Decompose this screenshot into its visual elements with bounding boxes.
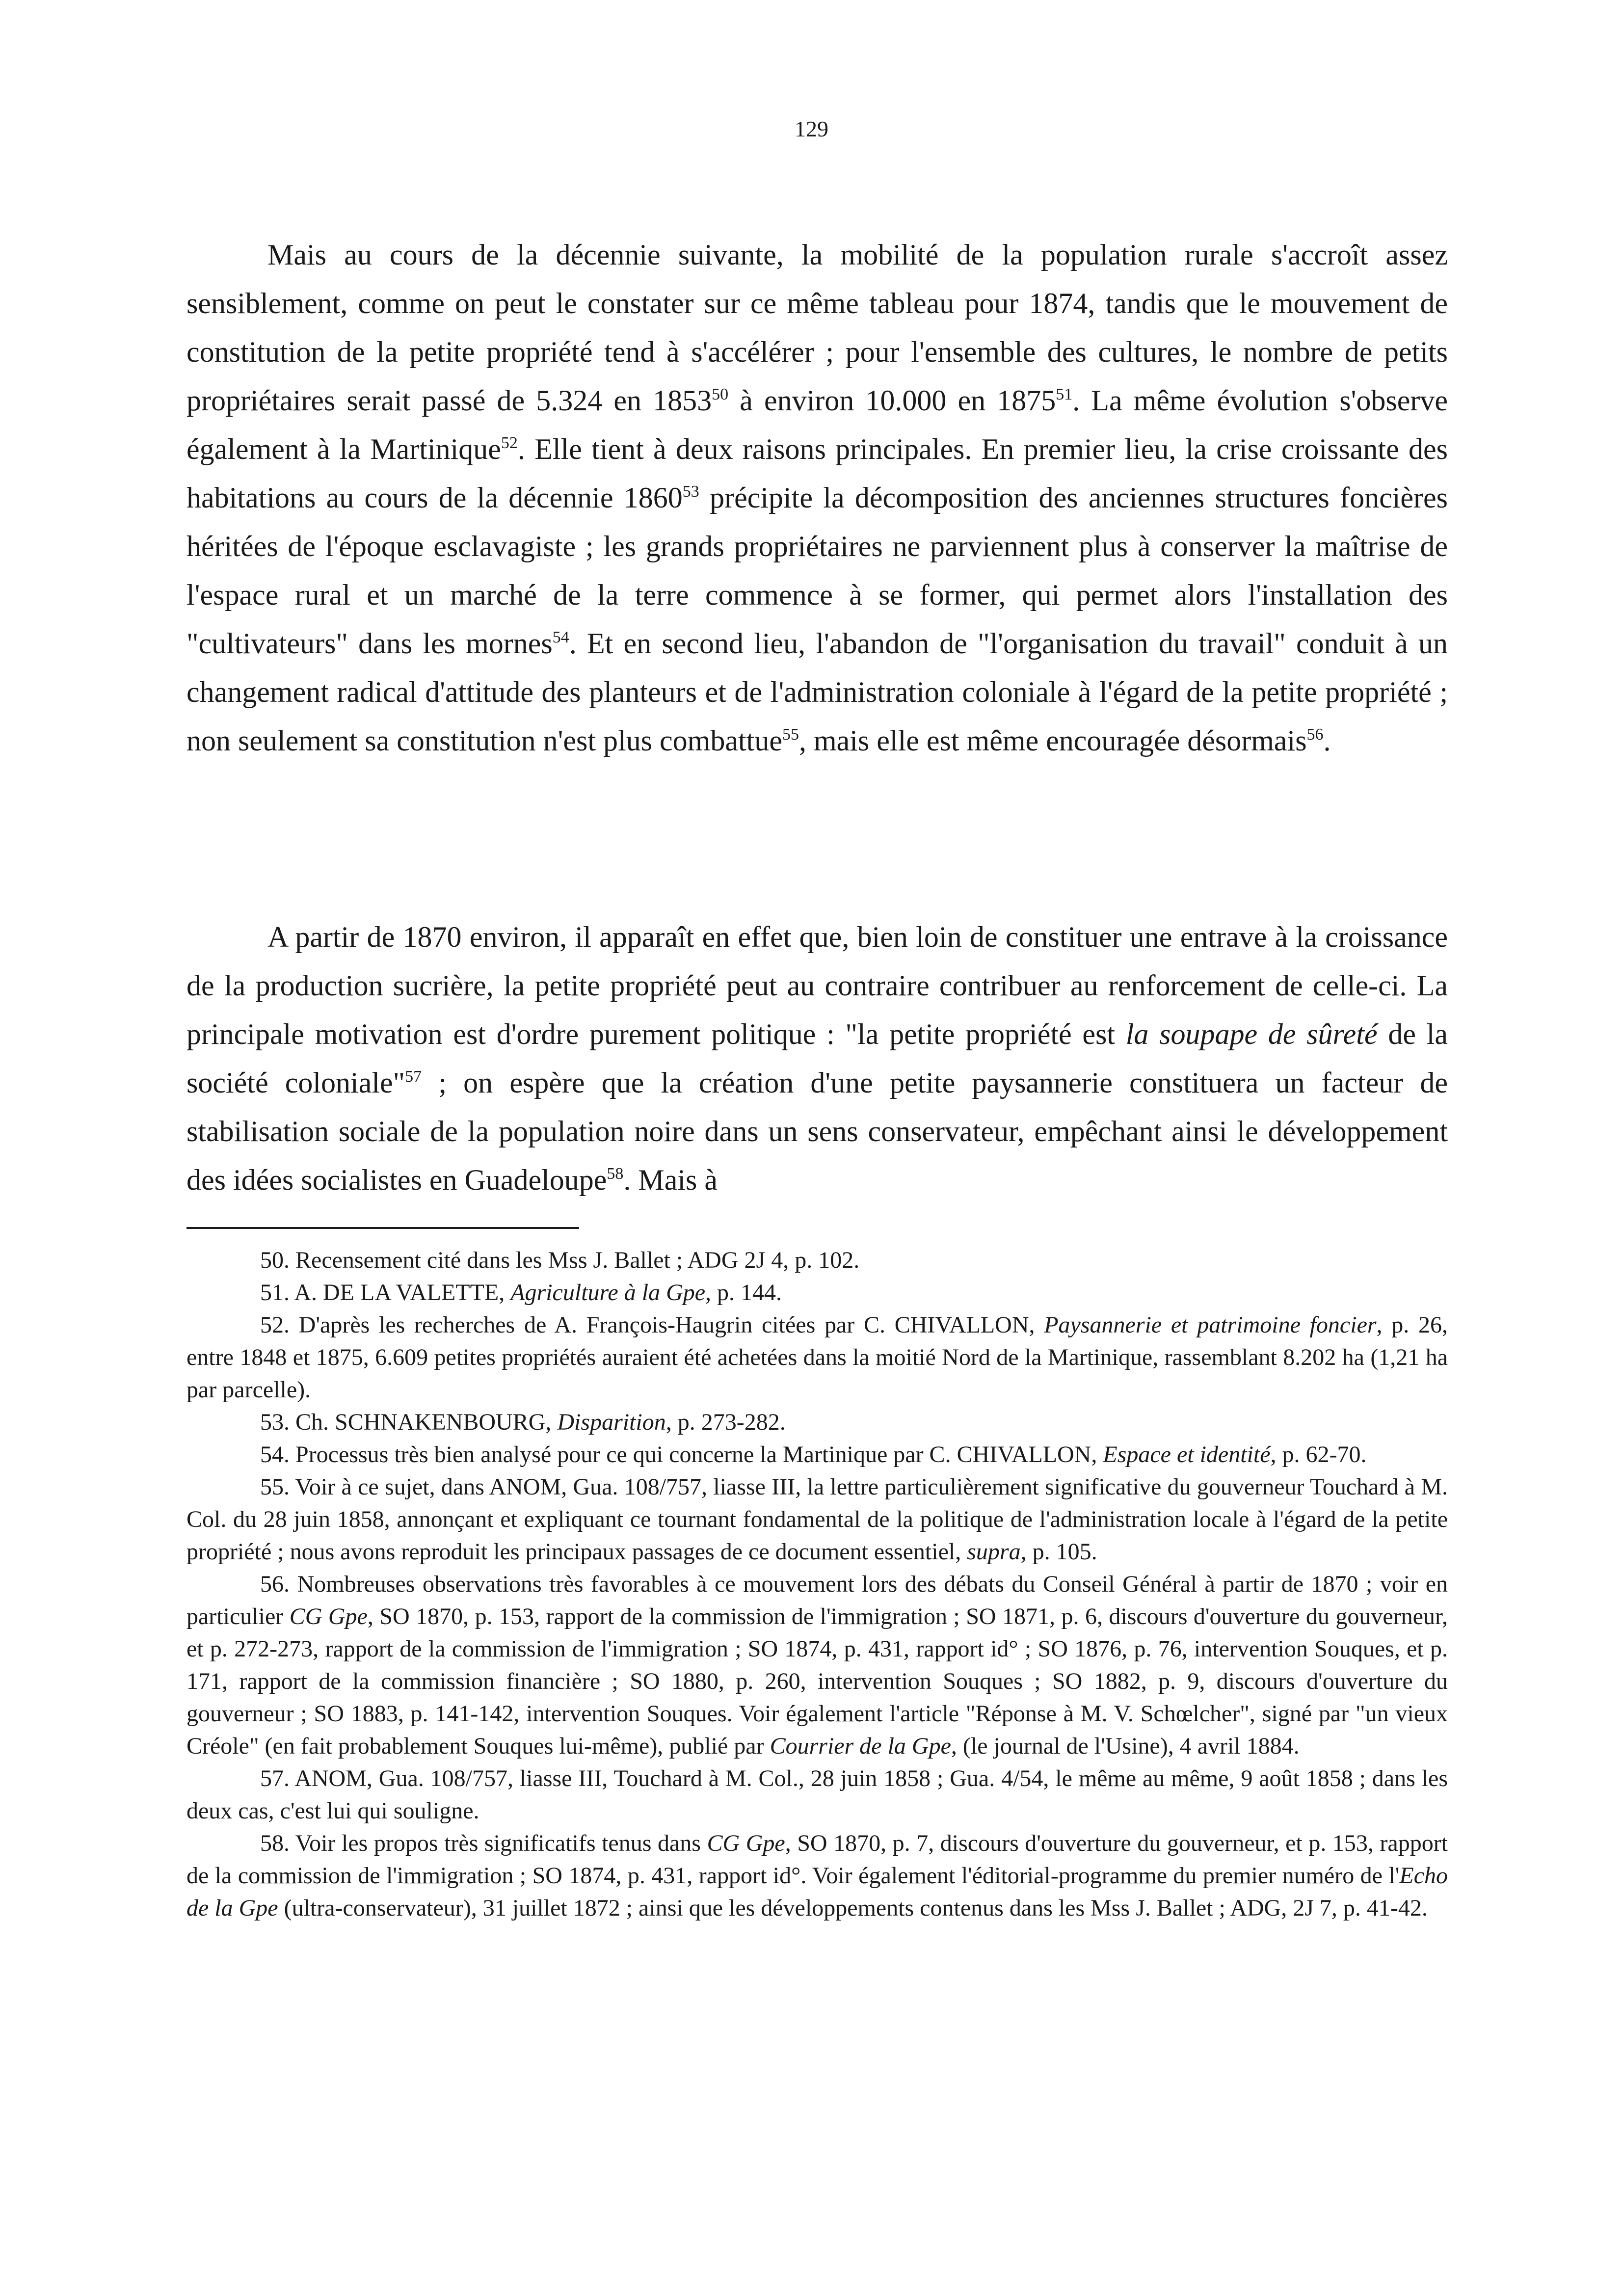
text-run: 56. Nombreuses observations très favorables à ce mouvement lors des débats du Conseil Général à partir de 1870 ; voir en particulier	[186, 1571, 1448, 1629]
text-run: , p. 105.	[1020, 1539, 1097, 1565]
footnote-ref-51: 51	[1056, 385, 1073, 403]
footnote-ref-50: 50	[712, 385, 729, 403]
footnote-50	[186, 1244, 1448, 1277]
footnotes	[186, 1244, 1448, 1924]
footnote-ref-55: 55	[782, 725, 799, 744]
emphasis: Agriculture à la Gpe	[510, 1280, 706, 1306]
text-run: , SO 1870, p. 153, rapport de la commission de l'immigration ; SO 1871, p. 6, discours d'ouverture du gouverneur, et p. 272-273, rapport de la commission de l'immigration ; SO 1874, p. 431, rapport id° ; SO 1876, p. 76, intervention Souques, et p. 171, rapport de la commission financière ; SO 1880, p. 260, intervention Souques ; SO 1882, p. 9, discours d'ouverture du gouverneur ; SO 1883, p. 141-142, intervention Souques. Voir également l'article "Réponse à M. V. Schœlcher", signé par "un vieux Créole" (en fait probablement Souques lui-même), publié par	[186, 1603, 1448, 1759]
footnote-58	[186, 1827, 1448, 1924]
text-run: . La même évolution s'observe également à la Martinique	[186, 384, 1448, 465]
text-run: , p. 144.	[705, 1280, 782, 1306]
footnote-ref-54: 54	[552, 628, 569, 646]
footnote-ref-53: 53	[682, 482, 699, 501]
page-number: 129	[795, 116, 828, 141]
text-run: 50. Recensement cité dans les Mss J. Ballet ; ADG 2J 4, p. 102.	[260, 1247, 860, 1273]
footnote-ref-56: 56	[1306, 725, 1324, 744]
text-run: 57. ANOM, Gua. 108/757, liasse III, Touchard à M. Col., 28 juin 1858 ; Gua. 4/54, le même au même, 9 août 1858 ; dans les deux cas, c'est lui qui souligne.	[186, 1765, 1448, 1824]
text-run: .	[1323, 724, 1331, 757]
text-run: Mais au cours de la décennie suivante, la mobilité de la population rurale s'accroît assez sensiblement, comme on peut le constater sur ce même tableau pour 1874, tandis que le mouvement de constitution de la petite propriété tend à s'accélérer ; pour l'ensemble des cultures, le nombre de petits propriétaires serait passé de 5.324 en 1853	[186, 239, 1448, 417]
footnote-51	[186, 1277, 1448, 1309]
emphasis: Courrier de la Gpe	[770, 1733, 951, 1759]
text-run: 55. Voir à ce sujet, dans ANOM, Gua. 108/757, liasse III, la lettre particulièrement significative du gouverneur Touchard à M. Col. du 28 juin 1858, annonçant et expliquant ce tournant fondamental de la politique de l'administration locale à l'égard de la petite propriété ; nous avons reproduit les principaux passages de ce document essentiel,	[186, 1474, 1448, 1565]
text-run: . Elle tient à deux raisons principales. En premier lieu, la crise croissante des habitations au cours de la décennie 1860	[186, 433, 1448, 514]
footnote-57	[186, 1762, 1448, 1827]
text-run: précipite la décomposition des anciennes structures foncières héritées de l'époque esclavagiste ; les grands propriétaires ne parviennent plus à conserver la maîtrise de l'espace rural et un marché de la terre commence à se former, qui permet alors l'installation des "cultivateurs" dans les mornes	[186, 481, 1448, 660]
emphasis: Espace et identité	[1103, 1442, 1271, 1468]
emphasis: Echo de la Gpe	[186, 1863, 1448, 1921]
text-run: , p. 273-282.	[665, 1409, 786, 1435]
text-run: , SO 1870, p. 7, discours d'ouverture du gouverneur, et p. 153, rapport de la commission de l'immigration ; SO 1874, p. 431, rapport id°. Voir également l'éditorial-programme du premier numéro de l'	[186, 1830, 1448, 1889]
footnote-56	[186, 1568, 1448, 1762]
text-run: 52. D'après les recherches de A. François-Haugrin citées par C. CHIVALLON,	[260, 1312, 1044, 1338]
footnote-54	[186, 1439, 1448, 1471]
text-run: 54. Processus très bien analysé pour ce qui concerne la Martinique par C. CHIVALLON,	[260, 1442, 1103, 1468]
paragraph-2	[186, 913, 1448, 1204]
paragraph-1	[186, 231, 1448, 765]
emphasis: supra	[967, 1539, 1021, 1565]
text-run: (ultra-conservateur), 31 juillet 1872 ; ainsi que les développements contenus dans les Mss J. Ballet ; ADG, 2J 7, p. 41-42.	[278, 1895, 1428, 1921]
footnote-ref-57: 57	[405, 1068, 422, 1086]
footnote-separator	[186, 1227, 579, 1229]
text-run: de la société coloniale"	[186, 1018, 1448, 1099]
text-run: . Mais à	[623, 1164, 718, 1196]
footnote-ref-52: 52	[501, 434, 518, 452]
emphasis: Paysannerie et patrimoine foncier	[1044, 1312, 1377, 1338]
text-run: , mais elle est même encouragée désormais	[798, 724, 1307, 757]
emphasis: CG Gpe	[289, 1603, 368, 1629]
emphasis: la soupape de sûreté	[1125, 1018, 1378, 1050]
text-run: . Et en second lieu, l'abandon de "l'organisation du travail" conduit à un changement radical d'attitude des planteurs et de l'administration coloniale à l'égard de la petite propriété ; non seulement sa constitution n'est plus combattue	[186, 627, 1448, 757]
text-run: 51. A. DE LA VALETTE,	[260, 1280, 511, 1306]
footnote-ref-58: 58	[607, 1165, 624, 1183]
text-run: ; on espère que la création d'une petite paysannerie constituera un facteur de stabilisation sociale de la population noire dans un sens conservateur, empêchant ainsi le développement des idées socialistes en Guadeloupe	[186, 1067, 1448, 1196]
footnote-53	[186, 1406, 1448, 1439]
emphasis: Disparition	[557, 1409, 666, 1435]
text-run: , (le journal de l'Usine), 4 avril 1884.	[951, 1733, 1300, 1759]
text-run: 53. Ch. SCHNAKENBOURG,	[260, 1409, 558, 1435]
emphasis: CG Gpe	[707, 1830, 785, 1856]
text-run: 58. Voir les propos très significatifs tenus dans	[260, 1830, 707, 1856]
footnote-52	[186, 1309, 1448, 1406]
text-run: A partir de 1870 environ, il apparaît en effet que, bien loin de constituer une entrave à la croissance de la production sucrière, la petite propriété peut au contraire contribuer au renforcement de celle-ci. La principale motivation est d'ordre purement politique : "la petite propriété est	[186, 921, 1448, 1050]
text-run: à environ 10.000 en 1875	[728, 384, 1056, 417]
text-run: , p. 26, entre 1848 et 1875, 6.609 petites propriétés auraient été achetées dans la moitié Nord de la Martinique, rassemblant 8.202 ha (1,21 ha par parcelle).	[186, 1312, 1448, 1403]
text-run: , p. 62-70.	[1270, 1442, 1367, 1468]
footnote-55	[186, 1471, 1448, 1568]
